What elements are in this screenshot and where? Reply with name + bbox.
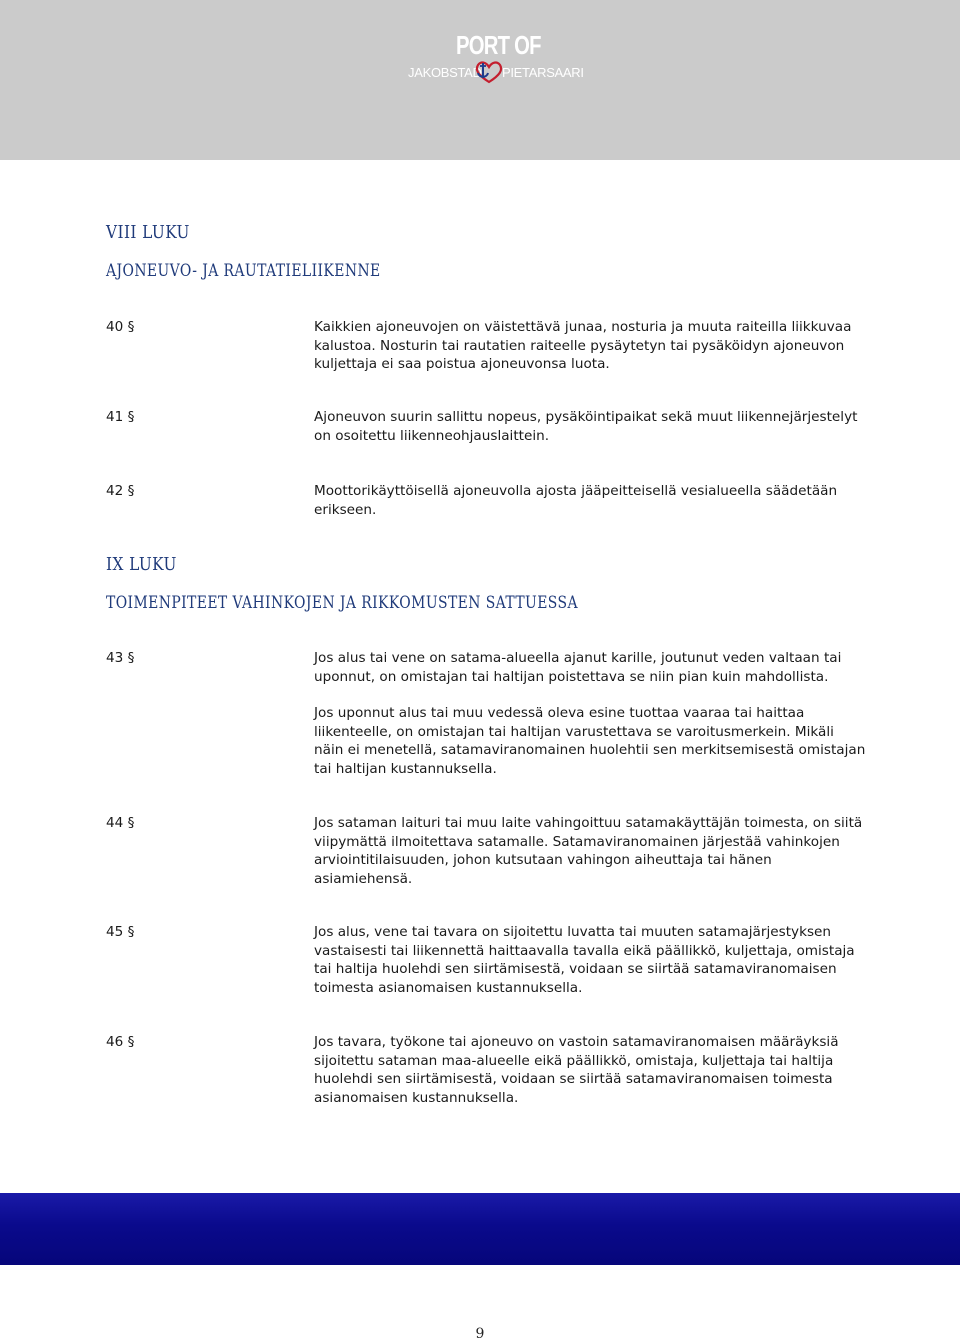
section-number: 40 §	[106, 319, 135, 335]
section-number: 45 §	[106, 924, 135, 940]
section-46	[106, 1033, 866, 1107]
section-paragraph: Kaikkien ajoneuvojen on väistettävä junaa, nosturia ja muuta raiteilla liikkuvaa kalustoa. Nosturin tai rautatien raiteelle pysäytetyn tai pysäköidyn ajoneuvon kuljettaja ei saa poistua ajoneuvonsa luota.	[314, 319, 852, 372]
section-paragraph: Jos alus, vene tai tavara on sijoitettu luvatta tai muuten satamajärjestyksen vastaisesti tai liikennettä haittaavalla tavalla eikä päällikkö, kuljettaja, omistaja tai haltija huolehdi sen siirtämisestä, voidaan se siirtää satamaviranomaisen toimesta asianomaisen kustannuksella.	[314, 924, 855, 996]
section-44	[106, 814, 866, 888]
logo-left-text: JAKOBSTAD	[408, 65, 482, 80]
section-body	[314, 649, 866, 778]
port-logo	[408, 30, 584, 86]
section-number: 44 §	[106, 815, 135, 831]
section-paragraph: Moottorikäyttöisellä ajoneuvolla ajosta jääpeitteisellä vesialueella säädetään erikseen.	[314, 483, 838, 518]
section-number: 41 §	[106, 409, 135, 425]
logo-right-text: PIETARSAARI	[502, 65, 584, 80]
section-body	[314, 408, 866, 445]
section-paragraph: Jos uponnut alus tai muu vedessä oleva esine tuottaa vaaraa tai haittaa liikenteelle, on omistajan tai haltijan varustettava se varoitusmerkein. Mikäli näin ei menetellä, satamaviranomainen huolehtii sen merkitsemisestä omistajan tai haltijan kustannuksella.	[314, 705, 866, 777]
page-number: 9	[475, 1326, 485, 1342]
chapter-title: IX LUKU	[106, 554, 177, 575]
chapter-title: VIII LUKU	[106, 222, 190, 243]
section-number: 46 §	[106, 1034, 135, 1050]
chapter-subtitle: TOIMENPITEET VAHINKOJEN JA RIKKOMUSTEN SATTUESSA	[106, 593, 578, 613]
section-body	[314, 318, 866, 374]
section-number: 43 §	[106, 650, 135, 666]
section-paragraph: Jos alus tai vene on satama-alueella ajanut karille, joutunut veden valtaan tai uponnut, on omistajan tai haltijan poistettava se niin pian kuin mahdollista.	[314, 650, 842, 685]
section-42	[106, 482, 866, 519]
section-paragraph: Jos tavara, työkone tai ajoneuvo on vastoin satamaviranomaisen määräyksiä sijoitettu sataman maa-alueelle eikä päällikkö, omistaja, kuljettaja tai haltija huolehdi sen siirtämisestä, voidaan se siirtää satamaviranomaisen toimesta asianomaisen kustannuksella.	[314, 1034, 839, 1106]
section-paragraph: Jos sataman laituri tai muu laite vahingoittuu satamakäyttäjän toimesta, on siitä viipymättä ilmoitettava satamalle. Satamaviranomainen järjestää vahinkojen arviointitilaisuuden, johon kutsutaan vahingon aiheuttaja tai hänen asiamiehensä.	[314, 815, 863, 887]
section-41	[106, 408, 866, 445]
chapter-subtitle: AJONEUVO- JA RAUTATIELIIKENNE	[106, 261, 381, 281]
footer-bar	[0, 1193, 960, 1265]
section-40	[106, 318, 866, 374]
section-body	[314, 482, 866, 519]
section-43	[106, 649, 866, 778]
section-number: 42 §	[106, 483, 135, 499]
section-paragraph: Ajoneuvon suurin sallittu nopeus, pysäköintipaikat sekä muut liikennejärjestelyt on osoitettu liikenneohjauslaittein.	[314, 409, 858, 444]
section-45	[106, 923, 866, 997]
section-body	[314, 923, 866, 997]
section-body	[314, 814, 866, 888]
logo-top-text: PORT OF	[456, 30, 541, 60]
section-body	[314, 1033, 866, 1107]
anchor-heart-icon	[472, 60, 506, 84]
header-band	[0, 0, 960, 160]
